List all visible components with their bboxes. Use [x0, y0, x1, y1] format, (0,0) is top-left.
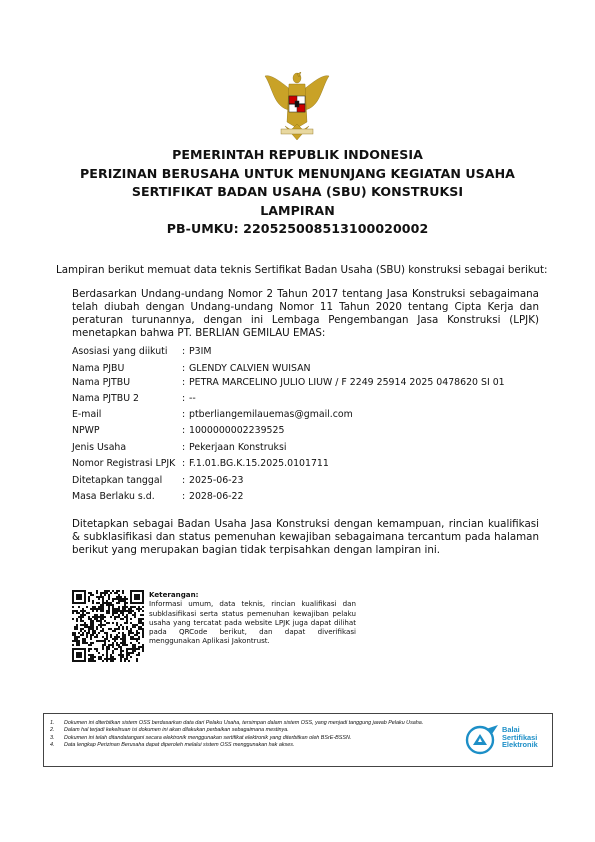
- field-value: 2025-06-23: [189, 474, 244, 486]
- footer-note-text: Dalam hal terjadi kekeliruan isi dokumen ini akan dilakukan perbaikan sebagaimana mestinya.: [64, 727, 289, 734]
- bse-line-2: Sertifikasi: [502, 732, 538, 742]
- determination-paragraph: Ditetapkan sebagai Badan Usaha Jasa Konstruksi dengan kemampuan, rincian kualifikasi & subklasifikasi dan status pemenuhan kewajiban sebagaimana tercantum pada halaman berikut yang merupakan bagian tidak terpisahkan dengan lampiran ini.: [72, 518, 539, 556]
- footer-note-4: [50, 742, 450, 749]
- field-label: Nama PJTBU 2: [72, 392, 139, 404]
- footer-note-number: 2.: [50, 727, 55, 734]
- garuda-emblem: [261, 72, 333, 142]
- bse-line-1: Balai: [502, 725, 520, 734]
- heading-pb-umku-number: PB-UMKU: 220525008513100020002: [166, 221, 429, 237]
- footer-note-number: 1.: [50, 720, 55, 726]
- field-colon: :: [182, 490, 186, 502]
- footer-note-number: 4.: [50, 742, 55, 749]
- field-label: Nama PJTBU: [72, 377, 131, 388]
- bse-line-3: Elektronik: [502, 740, 538, 750]
- field-colon: :: [182, 346, 186, 357]
- field-value: 1000000002239525: [189, 425, 285, 436]
- footer-note-text: Dokumen ini telah ditandatangani secara elektronik menggunakan sertifikat elektronik yang diterbitkan oleh BSrE-BSSN.: [64, 734, 352, 741]
- bse-logo-text: [502, 726, 538, 749]
- footer-note-3: [50, 735, 450, 742]
- field-colon: :: [182, 441, 186, 453]
- field-colon: :: [182, 409, 186, 420]
- heading-government: PEMERINTAH REPUBLIK INDONESIA: [172, 147, 423, 162]
- footer-note-text: Dokumen ini diterbitkan sistem OSS berdasarkan data dari Pelaku Usaha, tersimpan dalam sistem OSS, yang menjadi tanggung jawab Pelaku Usaha.: [64, 720, 424, 726]
- qr-code[interactable]: [72, 590, 144, 662]
- field-label: E-mail: [72, 409, 102, 420]
- field-label: Nomor Registrasi LPJK: [72, 458, 176, 469]
- field-value: Pekerjaan Konstruksi: [189, 441, 287, 453]
- field-colon: :: [182, 377, 186, 388]
- bse-logo-icon: [464, 724, 504, 756]
- footer-note-1: [50, 720, 450, 727]
- field-label: NPWP: [72, 425, 100, 436]
- field-value: ptberliangemilauemas@gmail.com: [189, 409, 353, 420]
- legal-basis-paragraph: Berdasarkan Undang-undang Nomor 2 Tahun 2017 tentang Jasa Konstruksi sebagaimana telah diubah dengan Undang-undang Nomor 11 Tahun 2020 tentang Cipta Kerja dan peraturan turunannya, dengan ini Lembaga Pengembangan Jasa Konstruksi (LPJK) menetapkan bahwa PT. BERLIAN GEMILAU EMAS:: [72, 288, 539, 339]
- field-label: Jenis Usaha: [72, 441, 127, 453]
- field-value: F.1.01.BG.K.15.2025.0101711: [189, 458, 329, 469]
- field-value: PETRA MARCELINO JULIO LIUW / F 2249 25914 2025 0478620 SI 01: [189, 377, 505, 388]
- field-colon: :: [182, 474, 186, 486]
- footer-note-2: [50, 727, 450, 734]
- footer-note-number: 3.: [50, 734, 55, 741]
- field-label: Asosiasi yang diikuti: [72, 346, 168, 357]
- document-heading: [0, 146, 595, 239]
- footer-notes: [50, 720, 450, 750]
- footer-note-text: Data lengkap Perizinan Berusaha dapat diperoleh melalui sistem OSS menggunakan hak akses.: [64, 742, 295, 749]
- note-block: [149, 590, 356, 646]
- field-value: 2028-06-22: [189, 490, 244, 502]
- heading-licensing: PERIZINAN BERUSAHA UNTUK MENUNJANG KEGIATAN USAHA: [80, 165, 515, 181]
- heading-certificate: SERTIFIKAT BADAN USAHA (SBU) KONSTRUKSI: [131, 184, 464, 200]
- field-colon: :: [182, 425, 186, 436]
- field-value: P3IM: [189, 346, 212, 357]
- note-body: Informasi umum, data teknis, rincian kualifikasi dan subklasifikasi serta status pemenuhan kewajiban pelaku usaha yang tercatat pada website LPJK juga dapat dilihat pada QRCode berikut, dan dapat diverifikasi menggunakan Aplikasi Jakontrust.: [149, 599, 356, 646]
- field-colon: :: [182, 458, 186, 469]
- field-colon: :: [182, 362, 186, 374]
- field-value: GLENDY CALVIEN WUISAN: [189, 362, 311, 374]
- footer-box: [43, 713, 553, 767]
- field-label: Ditetapkan tanggal: [72, 474, 163, 486]
- field-colon: :: [182, 392, 186, 404]
- field-label: Masa Berlaku s.d.: [72, 490, 155, 502]
- field-label: Nama PJBU: [72, 362, 125, 374]
- field-value: --: [189, 392, 196, 404]
- heading-attachment: LAMPIRAN: [260, 202, 335, 218]
- note-title: Keterangan:: [149, 590, 199, 599]
- intro-text: Lampiran berikut memuat data teknis Sertifikat Badan Usaha (SBU) konstruksi sebagai berikut:: [56, 264, 548, 276]
